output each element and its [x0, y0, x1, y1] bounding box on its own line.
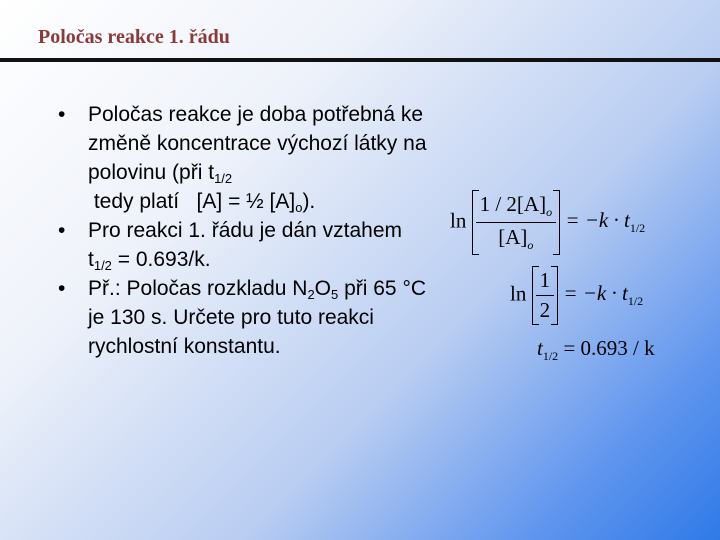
- fraction-denominator: $[A]_o$: [498, 225, 534, 252]
- bracket-group: [472, 190, 561, 255]
- bullet-marker: •: [58, 219, 66, 242]
- equation-ln-half: [510, 266, 643, 325]
- subscript: 2: [307, 287, 315, 302]
- subscript: 1/2: [93, 258, 112, 273]
- bullet-text: ).: [302, 190, 316, 213]
- fraction-denominator: 2: [539, 298, 551, 322]
- fraction: [476, 192, 557, 253]
- fraction: [536, 268, 555, 323]
- equation-rhs: = $-k \cdot t_{1/2}$: [563, 281, 644, 309]
- bullet-text: při 65 °C je 130 s. Určete pro tuto reakci rychlostní konstantu.: [88, 277, 427, 358]
- bullet-text: O: [314, 277, 332, 300]
- slide-title: Poločas reakce 1. řádu: [38, 26, 230, 48]
- bullet-marker: •: [58, 103, 66, 126]
- bullet-text: Př.: Poločas rozkladu N: [88, 277, 308, 300]
- bullet-text: = 0.693/k.: [111, 248, 211, 271]
- formula-block: [440, 180, 710, 370]
- equation-lhs: t: [537, 336, 543, 360]
- bullet-marker: •: [58, 277, 66, 300]
- bullet-first-order-relation: [58, 216, 428, 274]
- equation-rhs: = 0.693 / k: [558, 336, 655, 360]
- bullet-list: [58, 100, 428, 361]
- ln-operator: ln: [450, 208, 467, 233]
- equation-half-life: [537, 336, 655, 364]
- bullet-text: tedy platí [A] = ½ [A]: [88, 190, 296, 213]
- subscript: 1/2: [542, 349, 559, 363]
- fraction-numerator: $1 / 2[A]_o$: [476, 192, 557, 223]
- fraction-numerator: 1: [536, 268, 555, 296]
- subscript: 5: [331, 287, 339, 302]
- bullet-example-problem: [58, 274, 428, 361]
- bullet-text: Pro reakci 1. řádu je dán vztahem t: [88, 219, 402, 271]
- bullet-half-life-definition: [58, 100, 428, 216]
- ln-operator: ln: [510, 281, 527, 306]
- title-divider: [0, 58, 720, 62]
- equation-ln-ratio: [450, 190, 645, 255]
- bullet-text: Poločas reakce je doba potřebná ke změně koncentrace výchozí látky na polovinu (při t: [88, 103, 427, 184]
- bracket-group: [532, 266, 559, 325]
- equation-rhs: = $-k \cdot t_{1/2}$: [565, 208, 646, 236]
- subscript: 1/2: [214, 171, 233, 186]
- subscript: o: [295, 200, 303, 215]
